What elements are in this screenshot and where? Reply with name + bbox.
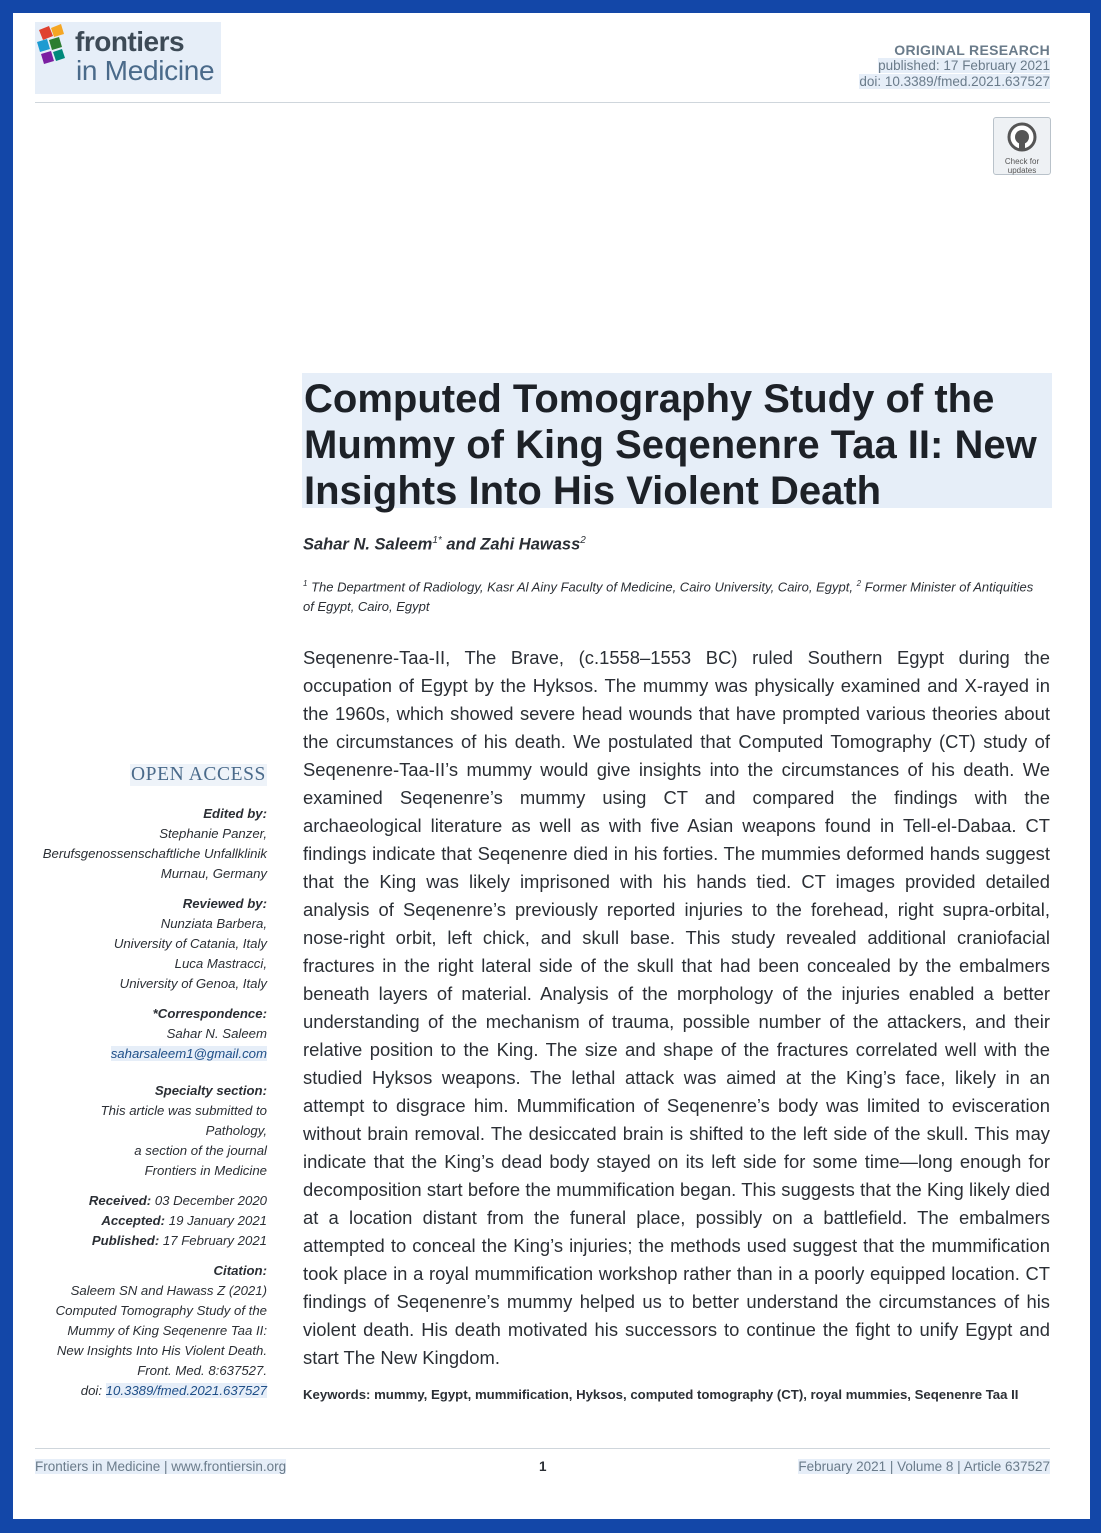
reviewer-1-name[interactable]: Nunziata Barbera, xyxy=(160,916,267,931)
author-2-affiliation: 2 xyxy=(580,535,586,546)
citation-doi-link[interactable]: 10.3389/fmed.2021.637527 xyxy=(105,1383,267,1398)
check-for-updates-badge[interactable] xyxy=(993,117,1051,175)
editor-affiliation-2: Murnau, Germany xyxy=(160,866,267,881)
author-1[interactable]: Sahar N. Saleem xyxy=(303,535,433,554)
author-list xyxy=(303,535,586,555)
affiliations xyxy=(303,574,1043,617)
logo-text-journal: in Medicine xyxy=(76,55,215,86)
correspondence-name: Sahar N. Saleem xyxy=(166,1026,267,1041)
reviewer-2-affiliation: University of Genoa, Italy xyxy=(119,976,267,991)
affil-2-mark: 2 xyxy=(856,579,862,588)
specialty-line-1: This article was submitted to xyxy=(100,1103,267,1118)
specialty-line-4: Frontiers in Medicine xyxy=(144,1163,267,1178)
citation-line-2: Computed Tomography Study of the xyxy=(55,1303,267,1318)
open-access-label: OPEN ACCESS xyxy=(130,764,266,785)
frontiers-logo-icon xyxy=(35,24,75,68)
reviewed-by-label: Reviewed by: xyxy=(182,896,267,911)
author-2[interactable]: Zahi Hawass xyxy=(480,535,581,554)
author-conjunction: and xyxy=(441,535,481,554)
citation-line-4: New Insights Into His Violent Death. xyxy=(56,1343,267,1358)
article-meta-header xyxy=(859,42,1050,90)
reviewer-1-affiliation: University of Catania, Italy xyxy=(113,936,267,951)
article-title: Computed Tomography Study of the Mummy of King Seqenenre Taa II: New Insights Into His Violent Death xyxy=(302,373,1052,508)
abstract: Seqenenre-Taa-II, The Brave, (c.1558–1553 BC) ruled Southern Egypt during the occupation of Egypt by the Hyksos. The mummy was physically examined and X-rayed in the 1960s, which showed severe head wounds that have prompted various theories about the circumstances of his death. We postulated that Computed Tomography (CT) study of Seqenenre-Taa-II’s mummy would give insights into the circumstances of his death. We examined Seqenenre’s mummy using CT and compared the findings with the archaeological literature as well as with five Asian weapons found in Tell-el-Dabaa. CT findings indicate that Seqenenre died in his forties. The mummies deformed hands suggest that the King was likely imprisoned with his hands tied. CT images provided detailed analysis of Seqenenre’s previously reported injuries to the forehead, right supra-orbital, nose-right orbit, left chick, and skull base. This study revealed additional craniofacial fractures in the right lateral side of the skull that had been concealed by the embalmers beneath layers of material. Analysis of the morphology of the injuries enabled a better understanding of the mechanism of trauma, possible number of the attackers, and their relative position to the King. The size and shape of the fractures correlated well with the studied Hyksos weapons. The lethal attack was aimed at the King’s face, likely in an attempt to disgrace him. Mummification of Seqenenre’s body was limited to evisceration without brain removal. The desiccated brain is shifted to the left side of the skull. This may indicate that the King’s dead body stayed on its left side for some time—long enough for decomposition start before the mummification began. This suggests that the King likely died at a location distant from the funeral place, possibly on a battlefield. The embalmers attempted to conceal the King’s injuries; the methods used suggest that the mummification took place in a royal mummification workshop rather than in a poorly equipped location. CT findings of Seqenenre’s mummy helped us to better understand the circumstances of his violent death. His death motivated his successors to continue the fight to unify Egypt and start The New Kingdom. xyxy=(303,647,1050,1368)
specialty-line-2: Pathology, xyxy=(205,1123,267,1138)
affil-1-mark: 1 xyxy=(303,579,308,588)
page xyxy=(13,13,1090,1519)
citation-line-1: Saleem SN and Hawass Z (2021) xyxy=(70,1283,267,1298)
logo-text-frontiers: frontiers xyxy=(75,26,185,57)
editor-name[interactable]: Stephanie Panzer, xyxy=(159,826,267,841)
correspondence-email-link[interactable]: saharsaleem1@gmail.com xyxy=(110,1046,267,1061)
citation-label: Citation: xyxy=(213,1263,267,1278)
article-type: ORIGINAL RESEARCH xyxy=(894,42,1050,58)
correspondence-label: *Correspondence: xyxy=(152,1006,267,1021)
accepted-date: Accepted: 19 January 2021 xyxy=(101,1213,267,1228)
citation-line-3: Mummy of King Seqenenre Taa II: xyxy=(67,1323,267,1338)
crossmark-icon xyxy=(1007,122,1037,152)
specialty-section-label: Specialty section: xyxy=(154,1083,267,1098)
article-doi[interactable]: doi: 10.3389/fmed.2021.637527 xyxy=(859,74,1050,89)
author-1-affiliation: 1* xyxy=(432,535,442,546)
editor-affiliation-1: Berufsgenossenschaftliche Unfallklinik xyxy=(42,846,267,861)
page-number: 1 xyxy=(539,1459,547,1474)
affiliation-1: The Department of Radiology, Kasr Al Ainy Faculty of Medicine, Cairo University, Cairo, Egypt, xyxy=(307,579,857,595)
edited-by-label: Edited by: xyxy=(203,806,267,821)
published-date-sidebar: Published: 17 February 2021 xyxy=(91,1233,267,1248)
citation-doi[interactable]: doi: 10.3389/fmed.2021.637527 xyxy=(80,1383,267,1398)
reviewer-2-name[interactable]: Luca Mastracci, xyxy=(174,956,267,971)
article-sidebar xyxy=(33,764,267,1401)
keywords: Keywords: mummy, Egypt, mummification, Hyksos, computed tomography (CT), royal mummies, Seqenenre Taa II xyxy=(303,1387,1019,1402)
footer-journal-link[interactable]: Frontiers in Medicine | www.frontiersin.org xyxy=(35,1459,287,1474)
footer-article-info: February 2021 | Volume 8 | Article 637527 xyxy=(798,1459,1050,1474)
journal-logo[interactable] xyxy=(35,22,221,94)
specialty-line-3: a section of the journal xyxy=(134,1143,267,1158)
check-updates-line1: Check for xyxy=(1004,157,1040,166)
citation-line-5: Front. Med. 8:637527. xyxy=(137,1363,267,1378)
published-date: published: 17 February 2021 xyxy=(878,58,1050,73)
header-divider xyxy=(35,102,1050,103)
check-updates-line2: updates xyxy=(1007,166,1037,175)
footer-divider xyxy=(35,1448,1050,1449)
affiliation-2: Former Minister of Antiquities of Egypt, Cairo, Egypt xyxy=(303,579,1034,615)
received-date: Received: 03 December 2020 xyxy=(88,1193,267,1208)
